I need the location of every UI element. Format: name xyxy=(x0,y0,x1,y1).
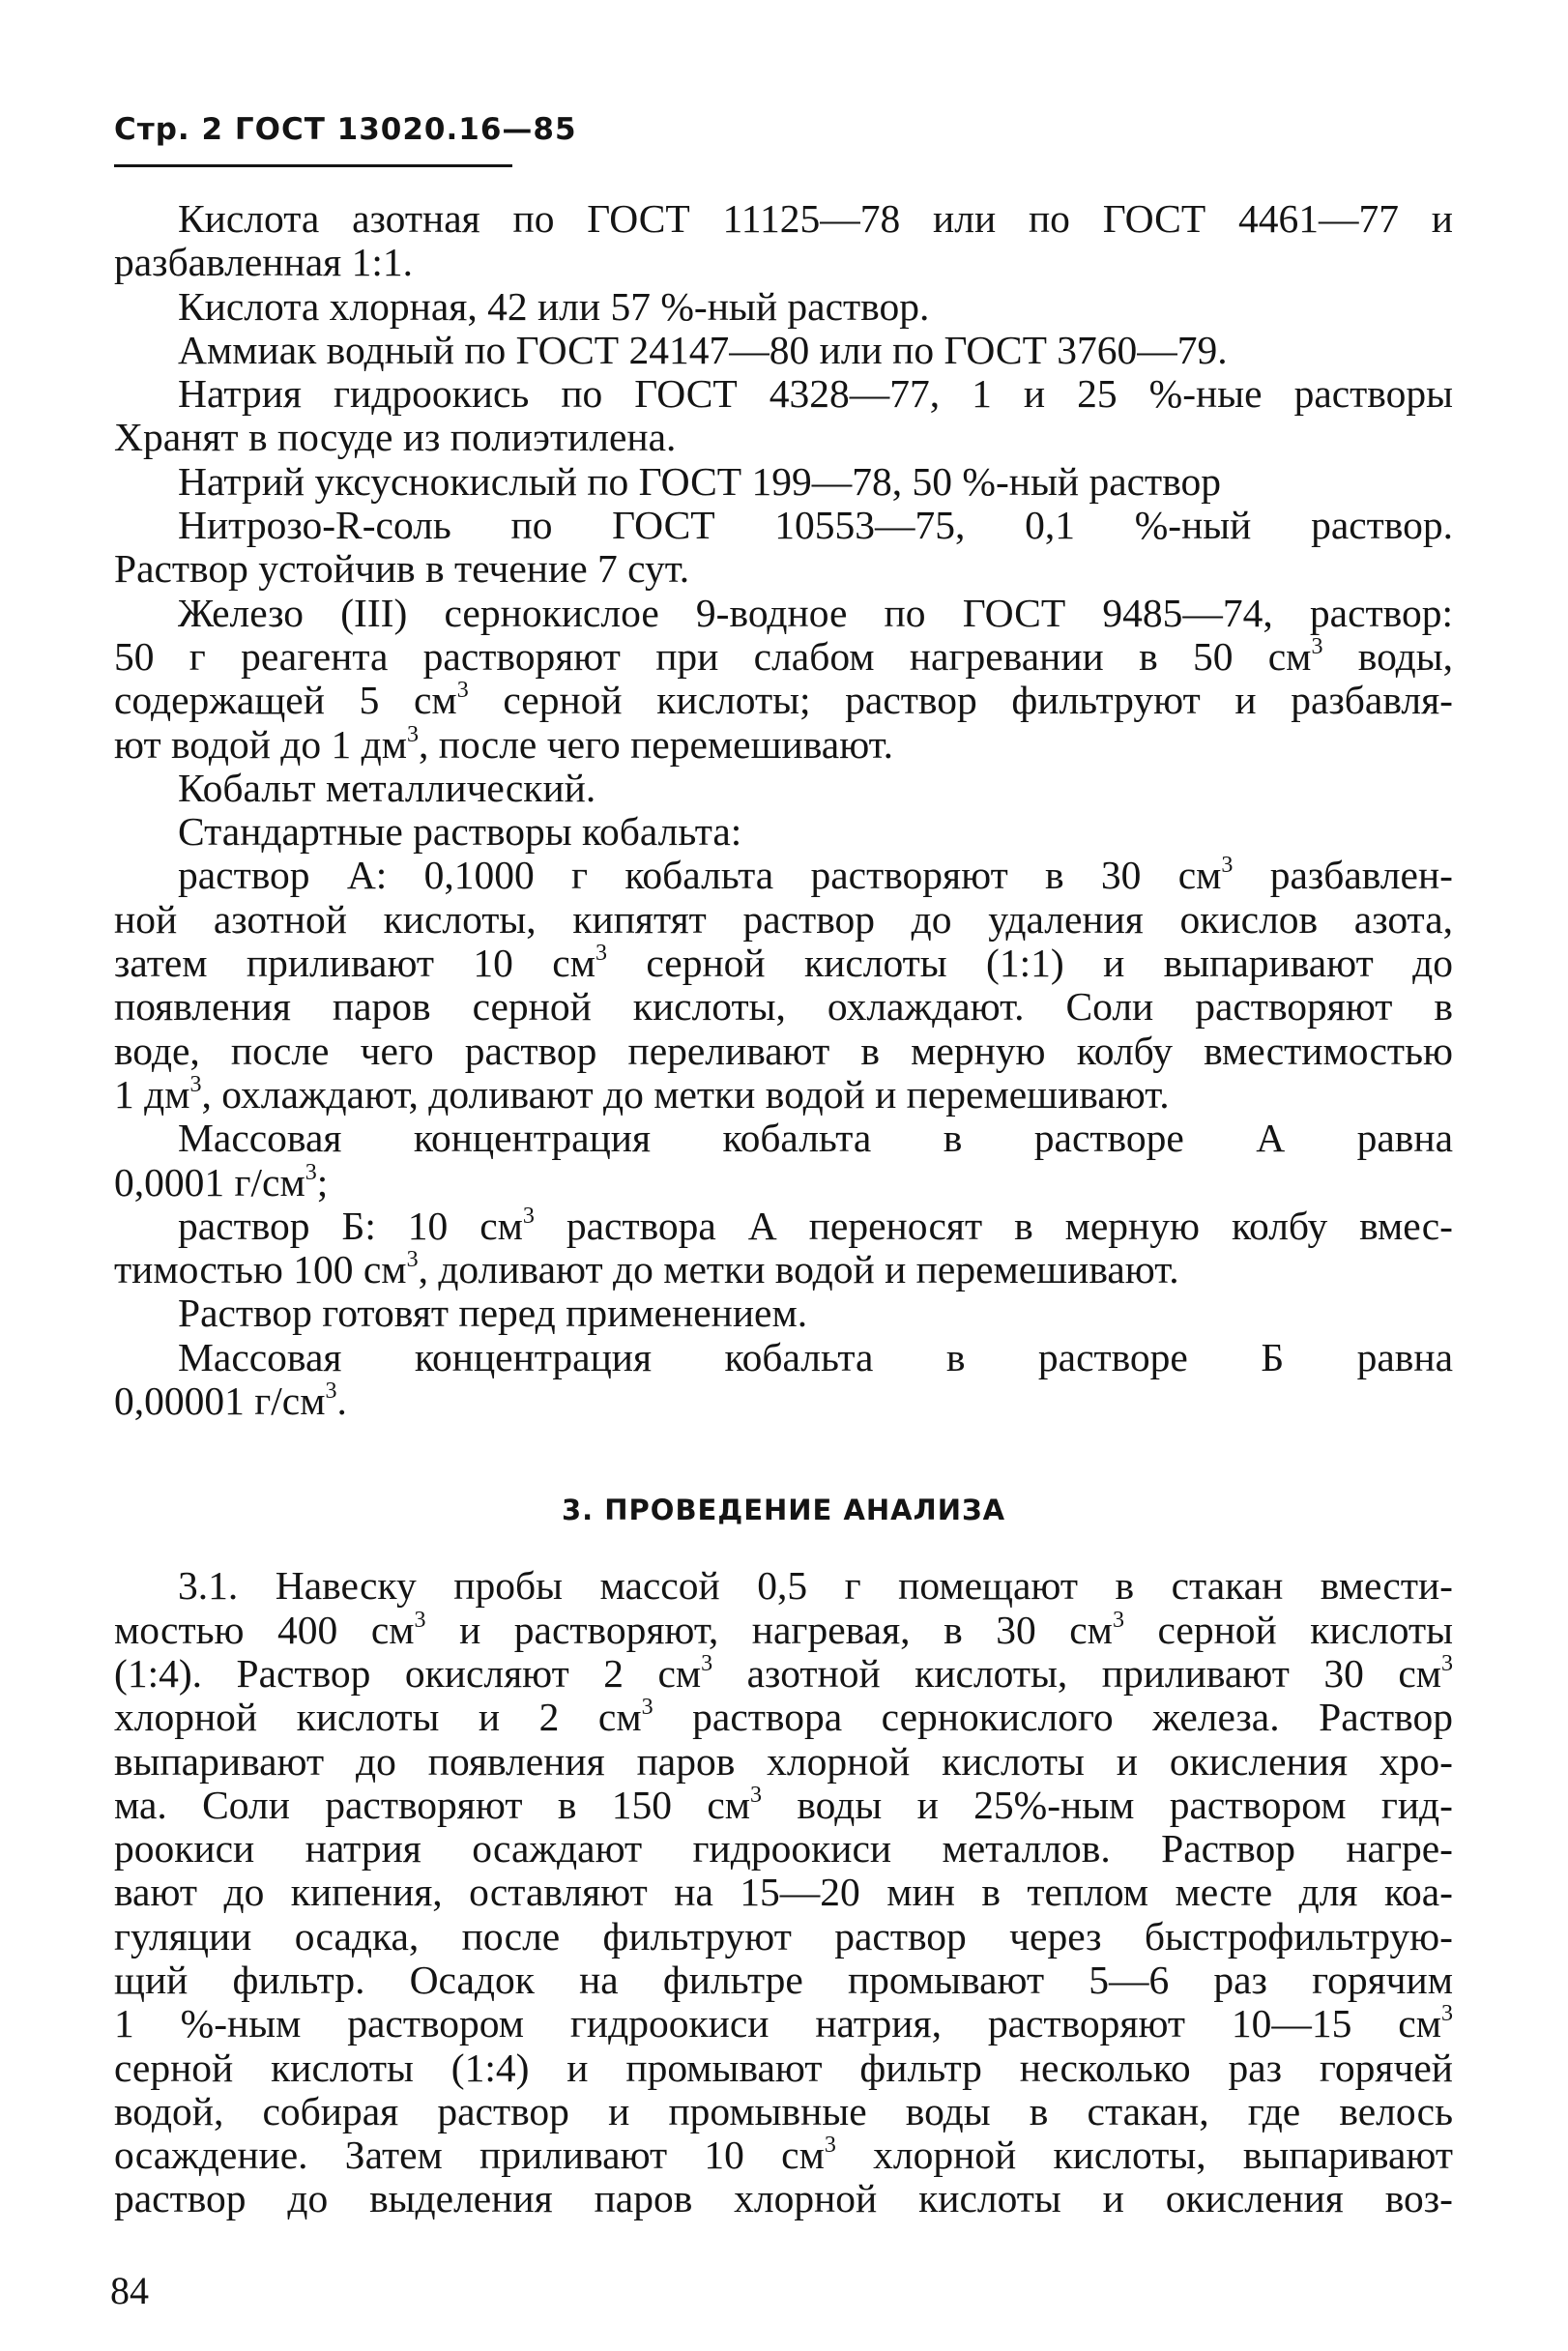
text-line: Аммиак водный по ГОСТ 24147—80 или по ГОСТ 3760—79. xyxy=(178,327,1228,372)
text-line: Стандартные растворы кобальта: xyxy=(178,809,742,855)
text-line: затем приливают 10 $см^3$ серной кислоты (1:1) и выпаривают до xyxy=(114,941,1454,986)
text-line: вают до кипения, оставляют на 15—20 мин в теплом месте для коа- xyxy=(114,1870,1453,1915)
text-line: серной кислоты (1:4) и промывают фильтр несколько раз горячей xyxy=(114,2045,1453,2090)
text-line: 1 $дм^3$, охлаждают, доливают до метки водой и перемешивают. xyxy=(114,1071,1170,1117)
text-line: 3.1. Навеску пробы массой 0,5 г помещают в стакан вмести- xyxy=(178,1563,1453,1609)
page-header: Стр. 2 ГОСТ 13020.16—85 xyxy=(114,112,577,147)
text-line: Кислота азотная по ГОСТ 11125—78 или по ГОСТ 4461—77 и xyxy=(178,196,1453,241)
text-line: хлорной кислоты и 2 $см^3$ раствора сернокислого железа. Раствор xyxy=(114,1695,1453,1740)
text-line: 1 %-ным раствором гидроокиси натрия, растворяют 10—15 $см^3$ xyxy=(114,2001,1453,2046)
text-line: раствор Б: 10 $см^3$ раствора А переносят в мерную колбу вмес- xyxy=(178,1203,1453,1248)
text-line: ма. Соли растворяют в 150 $см^3$ воды и 25%-ным раствором гид- xyxy=(114,1782,1453,1827)
text-line: воде, после чего раствор переливают в мерную колбу вместимостью xyxy=(114,1028,1453,1073)
text-line: гуляции осадка, после фильтруют раствор через быстрофильтрую- xyxy=(114,1913,1453,1959)
section-heading: 3. ПРОВЕДЕНИЕ АНАЛИЗА xyxy=(561,1494,1006,1527)
text-line: (1:4). Раствор окисляют 2 $см^3$ азотной кислоты, приливают 30 $см^3$ xyxy=(114,1650,1453,1696)
text-line: Кислота хлорная, 42 или 57 %-ный раствор. xyxy=(178,283,930,329)
text-line: водой, собирая раствор и промывные воды в стакан, где велось xyxy=(114,2088,1453,2133)
text-line: выпаривают до появления паров хлорной кислоты и окисления хро- xyxy=(114,1738,1453,1784)
text-line: разбавленная 1:1. xyxy=(114,240,413,285)
text-line: тимостью 100 $см^3$, доливают до метки водой и перемешивают. xyxy=(114,1247,1179,1292)
text-line: появления паров серной кислоты, охлаждают. Соли растворяют в xyxy=(114,984,1453,1030)
text-line: щий фильтр. Осадок на фильтре промывают 5—6 раз горячим xyxy=(114,1957,1453,2002)
body-text xyxy=(114,197,1453,2221)
text-line: Раствор готовят перед применением. xyxy=(178,1291,808,1336)
text-line: Массовая концентрация кобальта в растворе Б равна xyxy=(178,1334,1453,1379)
text-line: Натрия гидроокись по ГОСТ 4328—77, 1 и 25 %-ные растворы xyxy=(178,371,1453,417)
text-line: раствор до выделения паров хлорной кислоты и окисления воз- xyxy=(114,2176,1453,2221)
text-line: Хранят в посуде из полиэтилена. xyxy=(114,415,677,460)
text-line: Кобальт металлический. xyxy=(178,765,596,810)
text-line: ют водой до 1 $дм^3$, после чего перемешивают. xyxy=(114,721,894,767)
text-line: роокиси натрия осаждают гидроокиси металлов. Раствор нагре- xyxy=(114,1826,1453,1872)
text-line: Железо (III) сернокислое 9-водное по ГОСТ 9485—74, раствор: xyxy=(178,590,1453,635)
text-line: Раствор устойчив в течение 7 сут. xyxy=(114,546,690,592)
header-rule xyxy=(114,164,512,167)
text-line: осаждение. Затем приливают 10 $см^3$ хлорной кислоты, выпаривают xyxy=(114,2133,1453,2178)
text-line: Натрий уксуснокислый по ГОСТ 199—78, 50 %-ный раствор xyxy=(178,458,1221,504)
text-line: ной азотной кислоты, кипятят раствор до удаления окислов азота, xyxy=(114,896,1453,942)
text-line: мостью 400 $см^3$ и растворяют, нагревая, в 30 $см^3$ серной кислоты xyxy=(114,1607,1453,1652)
text-line: 50 г реагента растворяют при слабом нагревании в 50 $см^3$ воды, xyxy=(114,633,1454,679)
text-line: 0,00001 $г/см^3$. xyxy=(114,1379,347,1424)
text-line: содержащей 5 $см^3$ серной кислоты; раствор фильтруют и разбавля- xyxy=(114,678,1453,723)
text-line: раствор А: 0,1000 г кобальта растворяют в 30 $см^3$ разбавлен- xyxy=(178,853,1454,898)
text-line: Массовая концентрация кобальта в растворе А равна xyxy=(178,1116,1453,1161)
text-line: Нитрозо-R-соль по ГОСТ 10553—75, 0,1 %-ный раствор. xyxy=(178,503,1453,548)
text-line: 0,0001 $г/см^3$; xyxy=(114,1159,329,1205)
page-number: 84 xyxy=(110,2269,149,2312)
